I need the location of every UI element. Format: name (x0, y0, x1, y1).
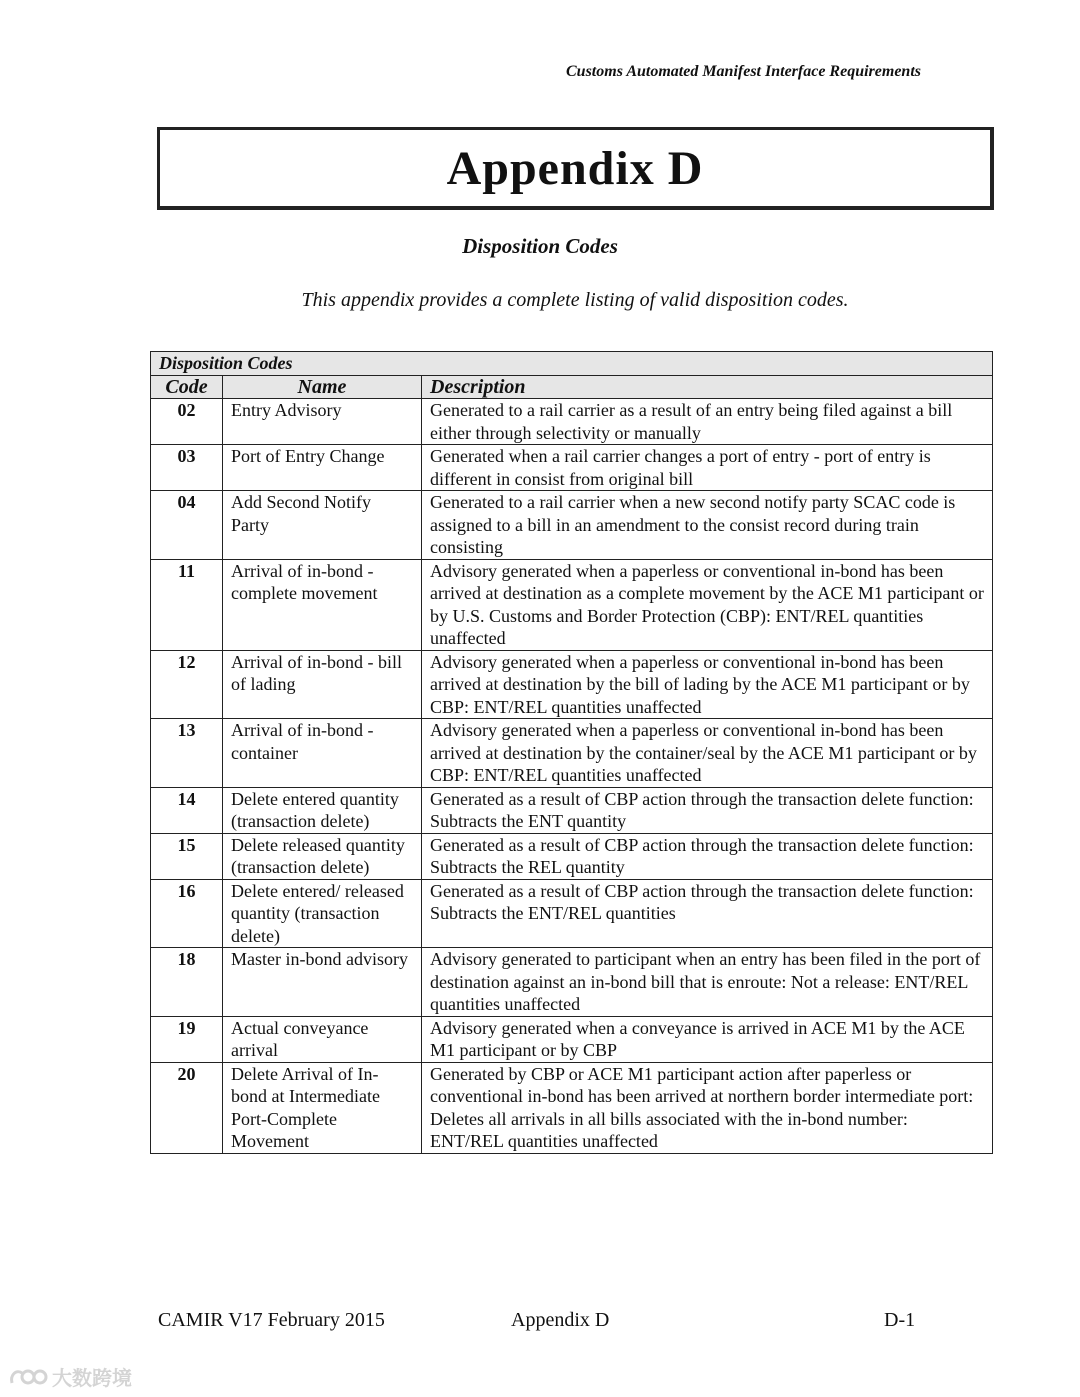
table-row (151, 559, 993, 650)
footer-center: Appendix D (511, 1309, 610, 1331)
footer-left: CAMIR V17 February 2015 (158, 1309, 385, 1331)
row-description: Generated by CBP or ACE M1 participant action after paperless or conventional in-bond has been arrived at northern border intermediate port: Deletes all arrivals in all bills associated with the in-bond number: ENT/REL quantities unaffected (422, 1062, 993, 1153)
row-name: Arrival of in-bond - bill of lading (223, 650, 422, 719)
table-caption-row (151, 352, 993, 376)
row-code: 15 (151, 833, 223, 879)
row-name: Arrival of in-bond - container (223, 719, 422, 788)
row-code: 03 (151, 445, 223, 491)
table-caption: Disposition Codes (151, 352, 993, 376)
table-row (151, 650, 993, 719)
row-name: Entry Advisory (223, 399, 422, 445)
row-code: 19 (151, 1016, 223, 1062)
table-row (151, 833, 993, 879)
title-box (157, 127, 994, 210)
row-name: Delete entered quantity (transaction delete) (223, 787, 422, 833)
row-code: 14 (151, 787, 223, 833)
row-name: Add Second Notify Party (223, 491, 422, 560)
row-description: Advisory generated when a paperless or conventional in-bond has been arrived at destination by the container/seal by the ACE M1 participant or by CBP: ENT/REL quantities unaffected (422, 719, 993, 788)
table-row (151, 1016, 993, 1062)
row-description: Generated to a rail carrier when a new second notify party SCAC code is assigned to a bill in an amendment to the consist record during train consisting (422, 491, 993, 560)
row-description: Generated as a result of CBP action through the transaction delete function: Subtracts the REL quantity (422, 833, 993, 879)
disposition-codes-table (150, 351, 993, 1154)
column-header-description: Description (422, 375, 993, 399)
table-row (151, 399, 993, 445)
table-row (151, 491, 993, 560)
table-row (151, 879, 993, 948)
table-row (151, 445, 993, 491)
row-name: Port of Entry Change (223, 445, 422, 491)
row-description: Advisory generated to participant when an entry has been filed in the port of destination against an in-bond bill that is enroute: Not a release: ENT/REL quantities unaffected (422, 948, 993, 1017)
table-header-row (151, 375, 993, 399)
row-description: Advisory generated when a paperless or conventional in-bond has been arrived at destination by the bill of lading by the ACE M1 participant or by CBP: ENT/REL quantities unaffected (422, 650, 993, 719)
row-code: 18 (151, 948, 223, 1017)
table-row (151, 787, 993, 833)
row-description: Generated when a rail carrier changes a port of entry - port of entry is different in consist from original bill (422, 445, 993, 491)
watermark (8, 1362, 132, 1391)
running-header: Customs Automated Manifest Interface Requirements (566, 63, 921, 80)
table-row (151, 948, 993, 1017)
row-description: Advisory generated when a paperless or conventional in-bond has been arrived at destination as a complete movement by the ACE M1 participant or by U.S. Customs and Border Protection (CBP): ENT/REL quantities unaffected (422, 559, 993, 650)
row-code: 16 (151, 879, 223, 948)
page-title: Appendix D (446, 141, 704, 195)
column-header-name: Name (223, 375, 422, 399)
section-subtitle: Disposition Codes (462, 234, 618, 258)
row-code: 13 (151, 719, 223, 788)
row-code: 02 (151, 399, 223, 445)
row-description: Generated as a result of CBP action through the transaction delete function: Subtracts the ENT/REL quantities (422, 879, 993, 948)
table-row (151, 1062, 993, 1153)
row-name: Delete released quantity (transaction delete) (223, 833, 422, 879)
watermark-text: 大数跨境 (52, 1366, 132, 1390)
column-header-code: Code (151, 375, 223, 399)
row-name: Arrival of in-bond - complete movement (223, 559, 422, 650)
row-code: 12 (151, 650, 223, 719)
table-row (151, 719, 993, 788)
row-name: Delete entered/ released quantity (transaction delete) (223, 879, 422, 948)
row-name: Master in-bond advisory (223, 948, 422, 1017)
row-name: Actual conveyance arrival (223, 1016, 422, 1062)
row-name: Delete Arrival of In-bond at Intermediate Port-Complete Movement (223, 1062, 422, 1153)
footer-page-number: D-1 (884, 1309, 916, 1331)
row-description: Generated to a rail carrier as a result of an entry being filed against a bill either through selectivity or manually (422, 399, 993, 445)
row-description: Advisory generated when a conveyance is arrived in ACE M1 by the ACE M1 participant or by CBP (422, 1016, 993, 1062)
row-code: 20 (151, 1062, 223, 1153)
intro-text: This appendix provides a complete listing of valid disposition codes. (301, 289, 849, 311)
watermark-logo-icon (8, 1365, 48, 1389)
row-code: 04 (151, 491, 223, 560)
row-description: Generated as a result of CBP action through the transaction delete function: Subtracts the ENT quantity (422, 787, 993, 833)
row-code: 11 (151, 559, 223, 650)
